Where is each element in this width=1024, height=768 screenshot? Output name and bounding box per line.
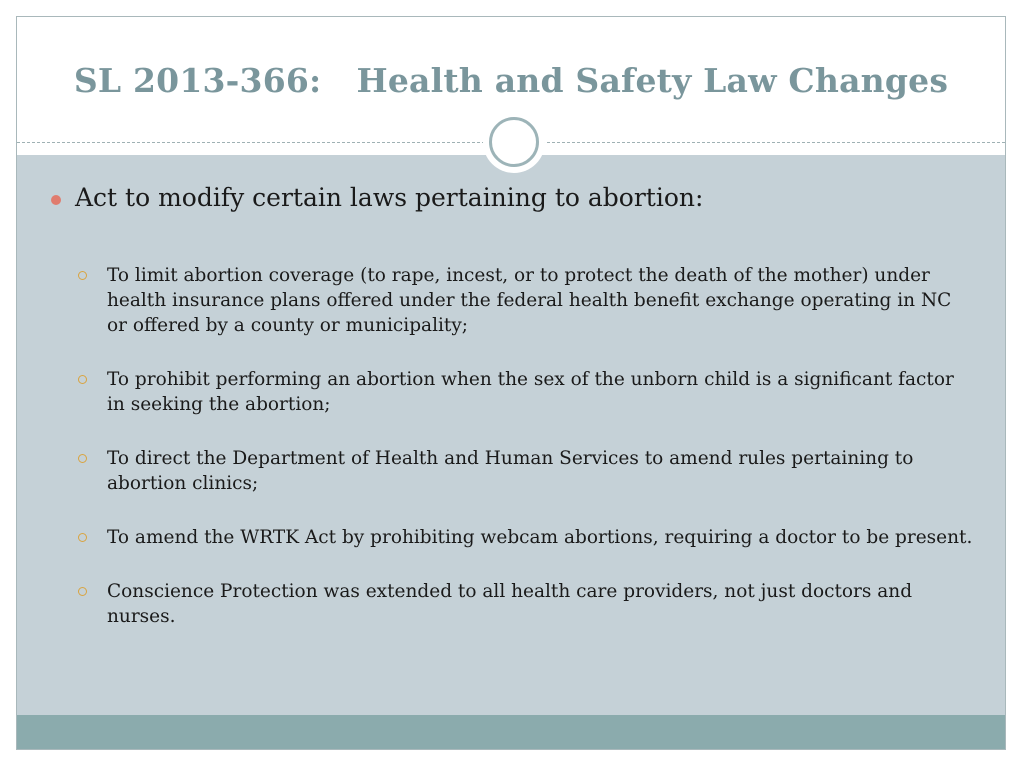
slide-title: SL 2013-366: Health and Safety Law Changes xyxy=(73,61,949,100)
sub-bullet-text: To direct the Department of Health and Human Services to amend rules pertaining to abortion clinics; xyxy=(107,448,914,494)
hollow-circle-bullet-icon xyxy=(78,375,87,384)
hollow-circle-bullet-icon xyxy=(78,587,87,596)
hollow-circle-bullet-icon xyxy=(78,533,87,542)
sub-bullet-list xyxy=(77,263,977,658)
slide xyxy=(16,16,1006,750)
ornament-ring xyxy=(489,117,539,167)
ring-ornament-icon xyxy=(483,111,545,173)
hollow-circle-bullet-icon xyxy=(78,271,87,280)
sub-bullet-text: To amend the WRTK Act by prohibiting webcam abortions, requiring a doctor to be present. xyxy=(107,527,973,548)
sub-bullet-text: Conscience Protection was extended to all health care providers, not just doctors and nurses. xyxy=(107,581,913,627)
sub-bullet-text: To prohibit performing an abortion when the sex of the unborn child is a significant factor in seeking the abortion; xyxy=(107,369,954,415)
list-item xyxy=(77,263,977,338)
hollow-circle-bullet-icon xyxy=(78,454,87,463)
list-item xyxy=(77,579,977,629)
main-bullet-text: Act to modify certain laws pertaining to abortion: xyxy=(75,183,704,212)
list-item xyxy=(77,525,977,550)
filled-circle-bullet-icon xyxy=(51,195,61,205)
list-item xyxy=(77,367,977,417)
bottom-band xyxy=(17,715,1005,749)
sub-bullet-text: To limit abortion coverage (to rape, incest, or to protect the death of the mother) under health insurance plans offered under the federal health benefit exchange operating in NC or offered by a county or municipality; xyxy=(107,265,952,336)
list-item xyxy=(77,446,977,496)
